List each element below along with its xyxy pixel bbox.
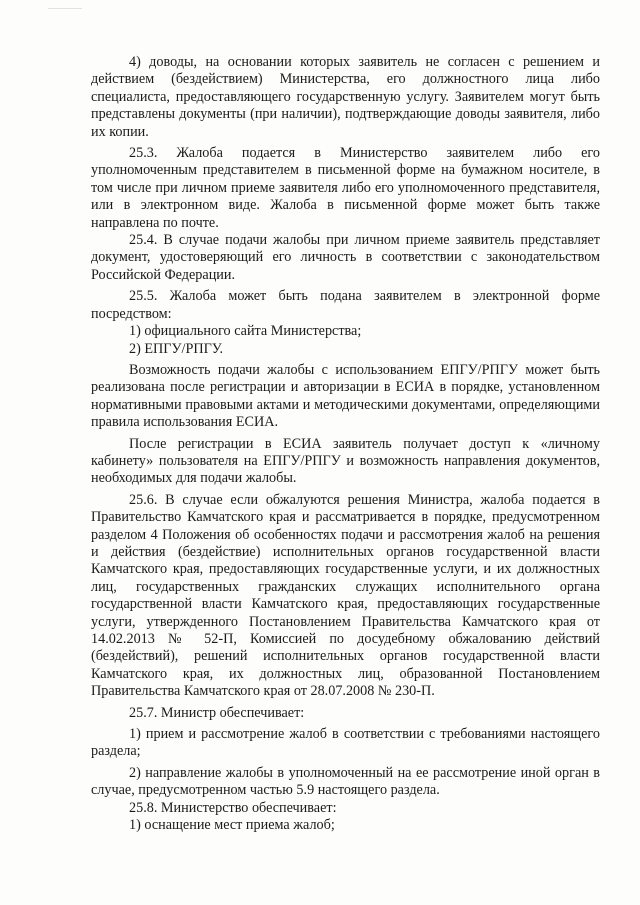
list-item-receive-complaints: 1) прием и рассмотрение жалоб в соответствии с требованиями настоящего раздела;	[91, 726, 600, 760]
paragraph-esia-registration: После регистрации в ЕСИА заявитель получает доступ к «личному кабинету» пользователя на ЕПГУ/РПГУ и возможность направления документов, необходимых для подачи жалобы.	[91, 435, 600, 487]
paragraph-25-5: 25.5. Жалоба может быть подана заявителем в электронной форме посредством:	[91, 288, 600, 322]
list-item-ministry-site: 1) официального сайта Министерства;	[129, 323, 362, 340]
paragraph-arguments: 4) доводы, на основании которых заявитель не согласен с решением и действием (бездействием) Министерства, его должностного лица либо специалиста, предоставляющего государственную услугу. Заявителем могут быть представлены документы (при наличии), подтверждающие доводы заявителя, либо их копии.	[91, 54, 600, 140]
scan-mark	[48, 8, 82, 9]
paragraph-epgu-possibility: Возможность подачи жалобы с использованием ЕПГУ/РПГУ может быть реализована после регистрации и авторизации в ЕСИА в порядке, установленном нормативными правовыми актами и методическими документами, определяющими правила использования ЕСИА.	[91, 361, 600, 431]
list-item-forward-complaint: 2) направление жалобы в уполномоченный на ее рассмотрение иной орган в случае, предусмотренном частью 5.9 настоящего раздела.	[91, 764, 600, 799]
paragraph-25-7: 25.7. Министр обеспечивает:	[129, 704, 305, 721]
paragraph-25-8: 25.8. Министерство обеспечивает:	[129, 799, 337, 816]
paragraph-25-4: 25.4. В случае подачи жалобы при личном приеме заявитель представляет документ, удостоверяющий его личность в соответствии с законодательством Российской Федерации.	[91, 232, 600, 283]
paragraph-25-6: 25.6. В случае если обжалуются решения Министра, жалоба подается в Правительство Камчатского края и рассматривается в порядке, предусмотренном разделом 4 Положения об особенностях подачи и рассмотрения жалоб на решения и действия (бездействие) исполнительных органов государственной власти Камчатского края, предоставляющих государственные услуги, и их должностных лиц, государственных гражданских служащих исполнительного органа государственной власти Камчатского края, предоставляющих государственные услуги, утвержденного Постановлением Правительства Камчатского края от 14.02.2013 № 52-П, Комиссией по досудебному обжалованию действий (бездействий), решений исполнительных органов государственной власти Камчатского края, их должностных лиц, образованной Постановлением Правительства Камчатского края от 28.07.2008 № 230-П.	[91, 491, 600, 700]
paragraph-25-3: 25.3. Жалоба подается в Министерство заявителем либо его уполномоченным представителем в письменной форме на бумажном носителе, в том числе при личном приеме заявителя либо его уполномоченного представителя, или в электронном виде. Жалоба в письменной форме может быть также направлена по почте.	[91, 145, 600, 231]
list-item-equip-reception: 1) оснащение мест приема жалоб;	[129, 817, 335, 834]
list-item-epgu: 2) ЕПГУ/РПГУ.	[129, 340, 224, 357]
